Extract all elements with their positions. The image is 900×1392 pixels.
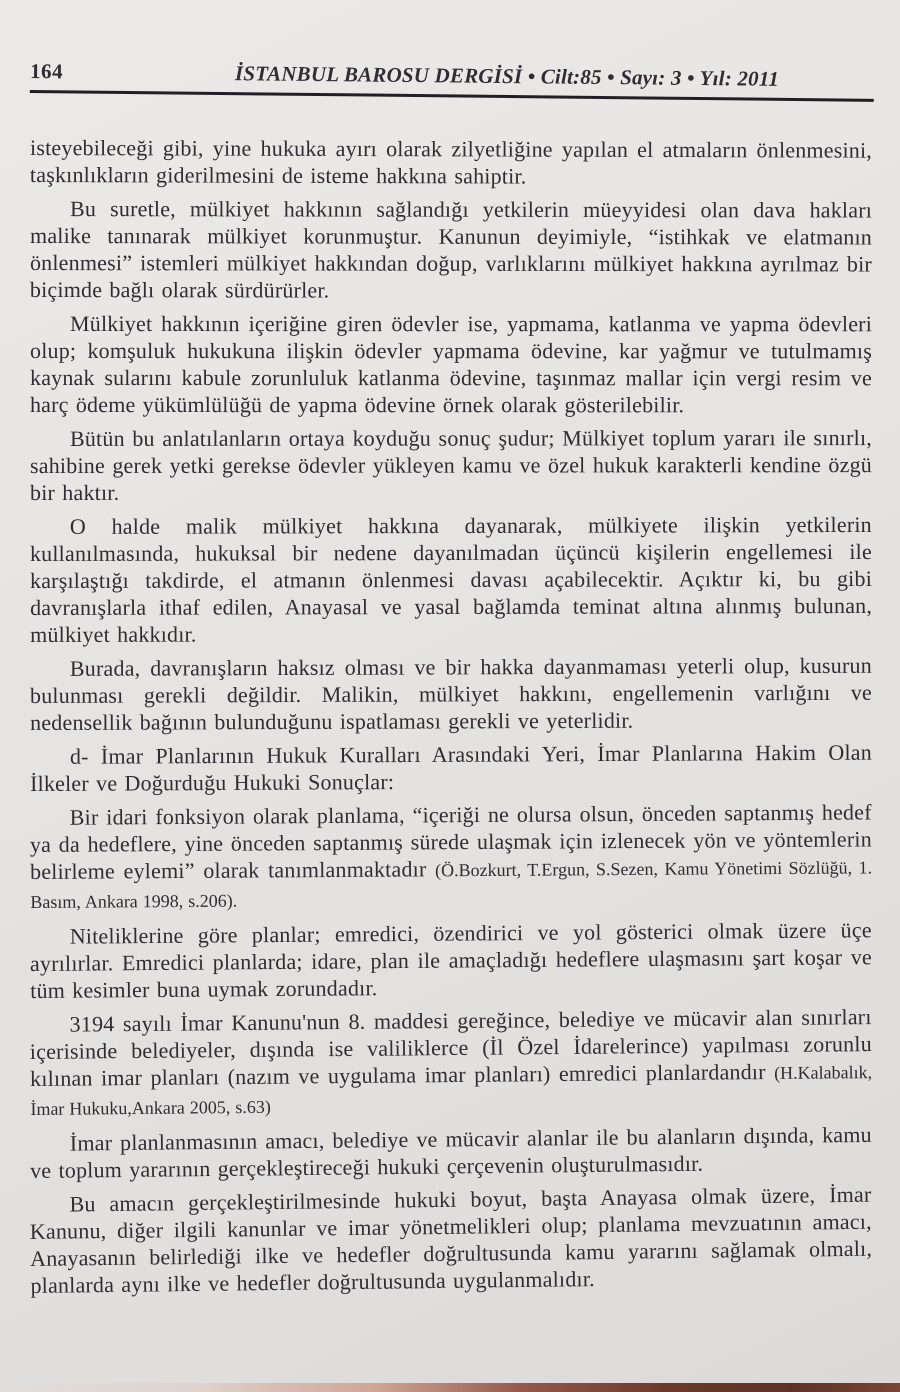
paragraph [29, 1181, 872, 1299]
paragraph [30, 134, 872, 191]
inline-citation: (Ö.Bozkurt, T.Ergun, S.Sezen, Kamu Yönetimi Sözlüğü, 1. Basım, Ankara 1998, s.206). [30, 857, 873, 912]
paragraph-text: Bir idari fonksiyon olarak planlama, “içeriği ne olursa olsun, önceden saptanmış hedef ya da hedeflere, yine önceden saptanmış sürede ulaşmak için izlenecek yön ve yöntemlerin belirleme eylemi” olarak tanımlanmaktadır [29, 799, 872, 884]
paragraph [30, 511, 872, 648]
scan-edge-shadow [0, 1383, 900, 1392]
paragraph-text: Bu amacın gerçekleştirilmesinde hukuki boyut, başta Anayasa olmak üzere, İmar Kanunu, diğer ilgili kanunlar ve imar yönetmelikleri olup; planlama mevzuatının amacı, Anayasanın belirlediği ilke ve hedefler doğrultusunda kamu yararını sağlamak olmalı, planlarda aynı ilke ve hedefler doğrultusunda uygulanmalıdır. [29, 1181, 873, 1298]
page-number: 164 [29, 59, 64, 84]
paragraph-text: Niteliklerine göre planlar; emredici, özendirici ve yol gösterici olmak üzere üçe ayrılırlar. Emredici planlarda; idare, plan ile amaçladığı hedeflere ulaşmasını şart koşar ve tüm kesimler buna uymak zorundadır. [29, 917, 873, 1003]
paragraph [30, 1121, 873, 1184]
paragraph [29, 1003, 872, 1123]
journal-header-title: İSTANBUL BAROSU DERGİSİ • Cilt:85 • Sayı: 3 • Yıl: 2011 [234, 61, 780, 91]
paragraph-text: 3194 sayılı İmar Kanunu'nun 8. maddesi gereğince, belediye ve mücavir alan sınırları içerisinde belediyeler, dışında ise valiliklerce (İl Özel İdarelerince) yapılması zorunlu kılınan imar planları (nazım ve uygulama imar planları) emredici planlardandır [29, 1004, 872, 1091]
paragraph [30, 798, 873, 916]
paragraph [30, 424, 872, 506]
paragraph-text: O halde malik mülkiyet hakkına dayanarak, mülkiyete ilişkin yetkilerin kullanılmasında, hukuksal bir nedene dayanılmadan üçüncü kişilerin engellemesi ile karşılaştığı takdirde, el atmanın önlenmesi davası açabilecektir. Açıktır ki, bu gibi davranışlarla ithaf edilen, Anayasal ve yasal bağlamda teminat altına alınmış bulunan, mülkiyet hakkıdır. [29, 511, 873, 647]
section-heading [30, 739, 872, 797]
body-text [30, 134, 872, 1306]
paragraph-text: Mülkiyet hakkının içeriğine giren ödevler ise, yapmama, katlanma ve yapma ödevleri olup; komşuluk hukukuna ilişkin ödevler yapmama ödevine, kar yağmur ve tutulmamış kaynak sularını kabule zorunluluk katlanma ödevine, taşınmaz mallar için vergi resim ve harç ödeme yükümlülüğü de yapma ödevine örnek olarak gösterilebilir. [29, 311, 873, 418]
paragraph [30, 195, 872, 304]
paragraph [30, 310, 872, 418]
paragraph-text: Bu suretle, mülkiyet hakkının sağlandığı yetkilerin müeyyidesi olan dava hakları malike tanınarak mülkiyet korunmuştur. Kanunun deyimiyle, “istihkak ve elatmanın önlenmesi” istemleri mülkiyet hakkından doğup, varlıklarını mülkiyet hakkına ayrılmaz bir biçimde bağlı olarak sürdürürler. [29, 196, 873, 303]
page-header [30, 54, 874, 102]
paragraph [30, 916, 873, 1004]
paragraph-text: Bütün bu anlatılanların ortaya koyduğu sonuç şudur; Mülkiyet toplum yararı ile sınırlı, sahibine gerek yetki gerekse ödevler yükleyen kamu ve özel hukuk karakterli kendine özgü bir haktır. [29, 425, 873, 505]
inline-citation: (H.Kalabalık, İmar Hukuku,Ankara 2005, s.63) [30, 1062, 873, 1119]
paragraph-text: d- İmar Planlarının Hukuk Kuralları Arasındaki Yeri, İmar Planlarına Hakim Olan İlkeler ve Doğurduğu Hukuki Sonuçlar: [30, 739, 872, 796]
paragraph [30, 652, 872, 736]
paragraph-text: Burada, davranışların haksız olması ve bir hakka dayanmaması yeterli olup, kusurun bulunması gerekli değildir. Malikin, mülkiyet hakkını, engellemenin varlığını ve nedensellik bağının bulunduğunu ispatlaması gerekli ve yeterlidir. [29, 652, 873, 735]
paragraph-text: isteyebileceği gibi, yine hukuka ayırı olarak zilyetliğine yapılan el atmaların önlenmesini, taşkınlıkların giderilmesini de isteme hakkına sahiptir. [29, 135, 873, 189]
paragraph-text: İmar planlanmasının amacı, belediye ve mücavir alanlar ile bu alanların dışında, kamu ve toplum yararının gerçekleştireceği hukuki çerçevenin oluşturulmasıdır. [30, 1121, 872, 1183]
